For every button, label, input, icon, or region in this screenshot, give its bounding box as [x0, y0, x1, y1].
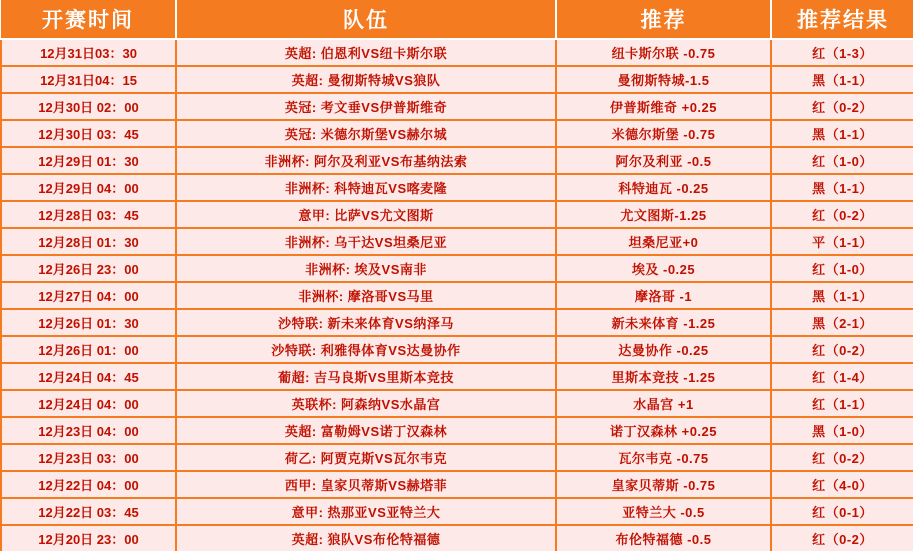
- cell-recommend: 水晶宫 +1: [556, 390, 771, 417]
- cell-time: 12月27日 04：00: [1, 282, 176, 309]
- cell-time: 12月30日 02：00: [1, 93, 176, 120]
- header-team: 队伍: [176, 0, 556, 39]
- cell-team: 英超: 曼彻斯特城VS狼队: [176, 66, 556, 93]
- cell-recommend: 摩洛哥 -1: [556, 282, 771, 309]
- cell-result: 红（0-2）: [771, 201, 913, 228]
- cell-result: 红（1-4）: [771, 363, 913, 390]
- cell-team: 沙特联: 利雅得体育VS达曼协作: [176, 336, 556, 363]
- table-row: [1, 336, 913, 363]
- cell-result: 黑（1-1）: [771, 174, 913, 201]
- cell-team: 英冠: 考文垂VS伊普斯维奇: [176, 93, 556, 120]
- cell-result: 红（1-1）: [771, 390, 913, 417]
- cell-recommend: 达曼协作 -0.25: [556, 336, 771, 363]
- table-row: [1, 309, 913, 336]
- cell-team: 非洲杯: 埃及VS南非: [176, 255, 556, 282]
- table-row: [1, 525, 913, 551]
- cell-time: 12月31日03：30: [1, 39, 176, 66]
- cell-recommend: 布伦特福德 -0.5: [556, 525, 771, 551]
- cell-recommend: 皇家贝蒂斯 -0.75: [556, 471, 771, 498]
- table-row: [1, 93, 913, 120]
- cell-result: 黑（1-0）: [771, 417, 913, 444]
- cell-time: 12月23日 04：00: [1, 417, 176, 444]
- cell-time: 12月29日 04：00: [1, 174, 176, 201]
- cell-result: 红（0-2）: [771, 336, 913, 363]
- table-row: [1, 417, 913, 444]
- cell-recommend: 米德尔斯堡 -0.75: [556, 120, 771, 147]
- table-row: [1, 498, 913, 525]
- cell-time: 12月26日 01：30: [1, 309, 176, 336]
- cell-result: 黑（1-1）: [771, 282, 913, 309]
- table-row: [1, 444, 913, 471]
- cell-team: 英联杯: 阿森纳VS水晶宫: [176, 390, 556, 417]
- table-body: [1, 39, 913, 551]
- table-row: [1, 363, 913, 390]
- cell-result: 红（4-0）: [771, 471, 913, 498]
- cell-team: 西甲: 皇家贝蒂斯VS赫塔菲: [176, 471, 556, 498]
- cell-time: 12月24日 04：00: [1, 390, 176, 417]
- cell-time: 12月23日 03：00: [1, 444, 176, 471]
- cell-result: 黑（2-1）: [771, 309, 913, 336]
- cell-team: 意甲: 热那亚VS亚特兰大: [176, 498, 556, 525]
- cell-recommend: 尤文图斯-1.25: [556, 201, 771, 228]
- cell-team: 葡超: 吉马良斯VS里斯本竞技: [176, 363, 556, 390]
- cell-team: 英冠: 米德尔斯堡VS赫尔城: [176, 120, 556, 147]
- cell-time: 12月20日 23：00: [1, 525, 176, 551]
- cell-time: 12月22日 04：00: [1, 471, 176, 498]
- cell-result: 红（0-2）: [771, 444, 913, 471]
- cell-time: 12月22日 03：45: [1, 498, 176, 525]
- header-row: [1, 0, 913, 39]
- cell-team: 非洲杯: 阿尔及利亚VS布基纳法索: [176, 147, 556, 174]
- cell-team: 英超: 伯恩利VS纽卡斯尔联: [176, 39, 556, 66]
- header-recommend: 推荐: [556, 0, 771, 39]
- cell-result: 红（0-2）: [771, 525, 913, 551]
- cell-recommend: 曼彻斯特城-1.5: [556, 66, 771, 93]
- header-result: 推荐结果: [771, 0, 913, 39]
- cell-team: 英超: 狼队VS布伦特福德: [176, 525, 556, 551]
- cell-recommend: 埃及 -0.25: [556, 255, 771, 282]
- cell-result: 红（0-2）: [771, 93, 913, 120]
- cell-result: 平（1-1）: [771, 228, 913, 255]
- cell-result: 红（1-3）: [771, 39, 913, 66]
- cell-recommend: 科特迪瓦 -0.25: [556, 174, 771, 201]
- cell-result: 红（1-0）: [771, 147, 913, 174]
- cell-recommend: 坦桑尼亚+0: [556, 228, 771, 255]
- cell-team: 非洲杯: 乌干达VS坦桑尼亚: [176, 228, 556, 255]
- cell-recommend: 亚特兰大 -0.5: [556, 498, 771, 525]
- cell-time: 12月28日 03：45: [1, 201, 176, 228]
- table-header: [1, 0, 913, 39]
- cell-recommend: 纽卡斯尔联 -0.75: [556, 39, 771, 66]
- table-row: [1, 390, 913, 417]
- cell-recommend: 新未来体育 -1.25: [556, 309, 771, 336]
- cell-team: 英超: 富勒姆VS诺丁汉森林: [176, 417, 556, 444]
- cell-team: 意甲: 比萨VS尤文图斯: [176, 201, 556, 228]
- cell-time: 12月26日 23：00: [1, 255, 176, 282]
- cell-recommend: 瓦尔韦克 -0.75: [556, 444, 771, 471]
- cell-team: 沙特联: 新未来体育VS纳泽马: [176, 309, 556, 336]
- table-row: [1, 39, 913, 66]
- cell-time: 12月31日04：15: [1, 66, 176, 93]
- cell-time: 12月29日 01：30: [1, 147, 176, 174]
- cell-time: 12月26日 01：00: [1, 336, 176, 363]
- cell-time: 12月24日 04：45: [1, 363, 176, 390]
- table-row: [1, 201, 913, 228]
- cell-time: 12月30日 03：45: [1, 120, 176, 147]
- cell-team: 非洲杯: 摩洛哥VS马里: [176, 282, 556, 309]
- table-row: [1, 66, 913, 93]
- cell-time: 12月28日 01：30: [1, 228, 176, 255]
- table-row: [1, 174, 913, 201]
- cell-team: 荷乙: 阿贾克斯VS瓦尔韦克: [176, 444, 556, 471]
- table-row: [1, 255, 913, 282]
- cell-recommend: 阿尔及利亚 -0.5: [556, 147, 771, 174]
- cell-team: 非洲杯: 科特迪瓦VS喀麦隆: [176, 174, 556, 201]
- cell-recommend: 诺丁汉森林 +0.25: [556, 417, 771, 444]
- cell-result: 黑（1-1）: [771, 120, 913, 147]
- table-row: [1, 120, 913, 147]
- table-row: [1, 282, 913, 309]
- cell-result: 红（0-1）: [771, 498, 913, 525]
- table-row: [1, 147, 913, 174]
- table-row: [1, 471, 913, 498]
- header-time: 开赛时间: [1, 0, 176, 39]
- cell-recommend: 伊普斯维奇 +0.25: [556, 93, 771, 120]
- table-row: [1, 228, 913, 255]
- cell-result: 红（1-0）: [771, 255, 913, 282]
- cell-recommend: 里斯本竞技 -1.25: [556, 363, 771, 390]
- cell-result: 黑（1-1）: [771, 66, 913, 93]
